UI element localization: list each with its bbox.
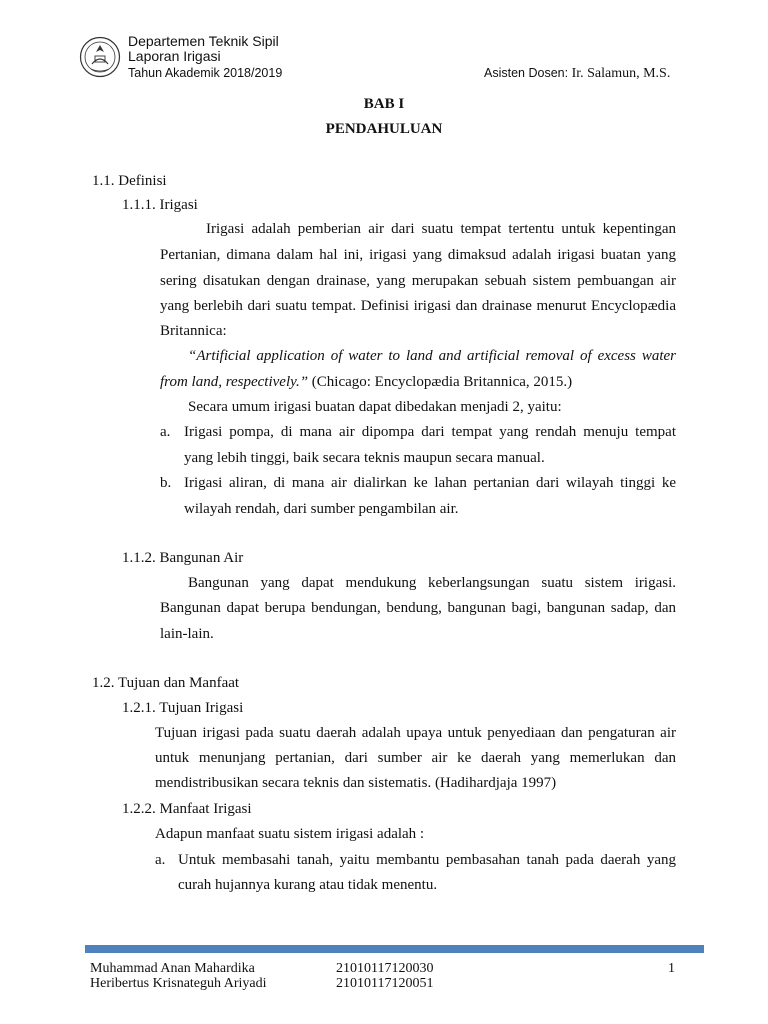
paragraph-line: Bangunan yang dapat mendukung keberlangsungan suatu sistem irigasi. [188, 575, 676, 591]
section-heading: 1.2. Tujuan dan Manfaat [92, 675, 240, 691]
paragraph-line: yang berlebih dari suatu tempat. Definisi irigasi dan drainase menurut Encyclopædia [160, 298, 676, 314]
list-marker: a. [155, 852, 166, 868]
author-name: Muhammad Anan Mahardika [90, 961, 255, 976]
list-item: Untuk membasahi tanah, yaitu membantu pembasahan tanah pada daerah yang [178, 852, 676, 868]
list-item: curah hujannya kurang atau tidak menentu. [178, 877, 438, 893]
author-id: 21010117120030 [336, 961, 434, 976]
paragraph-line: mendistribusikan secara teknis dan sistematis. (Hadihardjaja 1997) [155, 775, 557, 791]
footer-divider [85, 945, 704, 953]
report-title: Laporan Irigasi [128, 48, 221, 64]
paragraph-line: Secara umum irigasi buatan dapat dibedakan menjadi 2, yaitu: [188, 399, 562, 415]
citation: (Chicago: Encyclopædia Britannica, 2015.) [308, 374, 573, 390]
paragraph-line: Britannica: [160, 323, 227, 339]
assistant-lecturer [484, 66, 670, 81]
section-heading: 1.1. Definisi [92, 173, 167, 189]
paragraph-line: Adapun manfaat suatu sistem irigasi adalah : [155, 826, 425, 842]
list-item: yang lebih tinggi, baik secara teknis maupun secara manual. [184, 450, 545, 466]
assistant-name: Ir. Salamun, M.S. [571, 66, 671, 81]
quote-line [160, 372, 572, 392]
list-item: Irigasi pompa, di mana air dipompa dari tempat yang rendah menuju tempat [184, 424, 676, 440]
paragraph-line: Bangunan dapat berupa bendungan, bendung, bangunan bagi, bangunan sadap, dan [160, 600, 676, 616]
paragraph-line: Irigasi adalah pemberian air dari suatu tempat tertentu untuk kepentingan [206, 221, 676, 237]
paragraph-line: Pertanian, dimana dalam hal ini, irigasi yang dimaksud adalah irigasi buatan yang [160, 247, 676, 263]
paragraph-line: sering disatukan dengan drainase, yang merupakan sebuah sistem pembuangan air [160, 273, 676, 289]
author-name: Heribertus Krisnateguh Ariyadi [90, 976, 267, 991]
paragraph-line: lain-lain. [160, 626, 214, 642]
chapter-title: PENDAHULUAN [325, 121, 443, 137]
list-item: Irigasi aliran, di mana air dialirkan ke lahan pertanian dari wilayah tinggi ke [184, 475, 676, 491]
page-number: 1 [668, 961, 675, 976]
university-seal [79, 36, 121, 78]
subsection-heading: 1.2.1. Tujuan Irigasi [122, 700, 244, 716]
paragraph-line: Tujuan irigasi pada suatu daerah adalah upaya untuk penyediaan dan pengaturan air [155, 725, 676, 741]
assistant-label: Asisten Dosen: [484, 66, 569, 80]
list-marker: b. [160, 475, 172, 491]
academic-year: Tahun Akademik 2018/2019 [128, 66, 283, 80]
paragraph-line: untuk menunjang pertanian, dari sumber air ke daerah yang memerlukan dan [155, 750, 676, 766]
subsection-heading: 1.1.2. Bangunan Air [122, 550, 244, 566]
department-name: Departemen Teknik Sipil [128, 33, 279, 49]
subsection-heading: 1.2.2. Manfaat Irigasi [122, 801, 252, 817]
author-id: 21010117120051 [336, 976, 434, 991]
list-item: wilayah rendah, dari sumber pengambilan air. [184, 501, 459, 517]
quote-text: from land, respectively.” [160, 374, 309, 390]
chapter-number: BAB I [363, 96, 405, 112]
list-marker: a. [160, 424, 171, 440]
quote-line: “Artificial application of water to land and artificial removal of excess water [188, 348, 676, 364]
subsection-heading: 1.1.1. Irigasi [122, 197, 198, 213]
